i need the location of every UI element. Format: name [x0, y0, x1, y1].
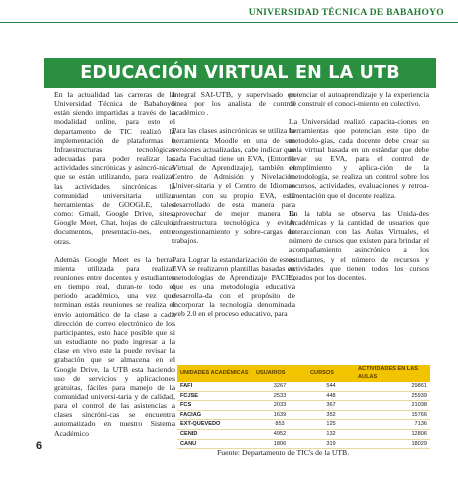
table-cell-users: 3267	[253, 382, 307, 391]
header-divider	[0, 22, 458, 23]
table-cell-activities: 18029	[355, 439, 430, 449]
header-university-name: UNIVERSIDAD TÉCNICA DE BABAHOYO	[248, 8, 444, 18]
table-header-cell: ACTIVIDADES EN LAS AULAS	[355, 365, 430, 382]
table-header-cell: USUARIOS	[253, 365, 307, 382]
table-cell-activities: 15766	[355, 410, 430, 420]
page-number: 6	[36, 440, 43, 452]
table-row	[177, 382, 430, 391]
table-cell-activities: 12806	[355, 429, 430, 439]
table-cell-courses: 352	[307, 410, 355, 420]
text-column-1	[54, 90, 175, 447]
table-header-cell: CURSOS	[307, 365, 355, 382]
table-cell-users: 853	[253, 420, 307, 430]
paragraph: Para las clases asincrónicas se utiliza la herramienta Moodle en una de sus versiones actualizadas, cabe indicar que cada Facultad tiene un EVA, (Entorno Virtual de Aprendizaje), también el Centro de Admisión y Nivelación Univer-sitaria y el Centro de Idiomas cuentan con su propio EVA, está desarrollado de esta manera para aprovechar de mejor manera la infraestructura tecnológica y evitar congestionamiento y sobre-cargas de trabajos.	[172, 126, 295, 246]
academic-units-table	[177, 365, 430, 449]
table-cell-unit: FAFI	[177, 382, 253, 391]
title-banner	[44, 58, 436, 88]
table-row	[177, 401, 430, 411]
table-header-cell: UNIDADES ACADÉMICAS	[177, 365, 253, 382]
table-header-row	[177, 365, 430, 382]
table-cell-unit: EXT-QUEVEDO	[177, 420, 253, 430]
table-cell-courses: 544	[307, 382, 355, 391]
table-cell-courses: 132	[307, 429, 355, 439]
table-cell-users: 4952	[253, 429, 307, 439]
table-cell-users: 2533	[253, 391, 307, 401]
table-cell-activities: 21038	[355, 401, 430, 411]
table-cell-courses: 367	[307, 401, 355, 411]
page-title: EDUCACIÓN VIRTUAL EN LA UTB	[80, 63, 400, 83]
table-cell-unit: CENID	[177, 429, 253, 439]
table-cell-courses: 448	[307, 391, 355, 401]
paragraph: La Universidad realizó capacita-ciones en herramientas que potencian este tipo de metodolo-gías, cada docente debe crear su aula virtual basada en un estándar que debe llevar su EVA, para el control de cumplimiento y aplica-ción de la metodología, se realiza un control sobre los recursos, actividades, evaluaciones y retroa-limentación que el docente realiza.	[289, 117, 429, 200]
table-cell-unit: FCJSE	[177, 391, 253, 401]
table-row	[177, 410, 430, 420]
table-cell-unit: FACIAG	[177, 410, 253, 420]
table-cell-courses: 125	[307, 420, 355, 430]
table-cell-users: 2033	[253, 401, 307, 411]
paragraph: En la actualidad las carreras de la Universidad Técnica de Babahoyo están siendo impartidas a través de la modalidad online, para esto el departamento de TIC realizó la implementación de plataformas e Infraestructuras tecnológicas adecuadas para poder realizar las actividades sincrónicas y asincró-nicas que se están utilizando, para realizar las actividades sincrónicas la comunidad universitaria utiliza herramientas de GOOGLE, tales como: Gmail, Google Drive, sites, Google Meet, Chat, hojas de cálculo, documentos, presentacio-nes, entre otras.	[54, 90, 175, 246]
paragraph: Integral SAI-UTB, y supervisado en línea por los analista de control académico .	[172, 90, 295, 118]
table-cell-courses: 319	[307, 439, 355, 449]
table-row	[177, 429, 430, 439]
table-cell-activities: 29861	[355, 382, 430, 391]
table-cell-unit: CANU	[177, 439, 253, 449]
table-cell-activities: 25939	[355, 391, 430, 401]
table-row	[177, 391, 430, 401]
paragraph: Para Lograr la estandarización de estos EVA se realizaron plantillas basadas en metodologías de Aprendizaje PACIE, que es una metodología educativa desarrolla-da con el propósito de incorporar la tecnología denominada web 2.0 en el proceso educativo, para	[172, 254, 295, 319]
paragraph: potenciar el autoaprendizaje y la experiencia de construir el conoci-miento en colectivo.	[289, 90, 429, 109]
table-cell-users: 1639	[253, 410, 307, 420]
table-cell-unit: FCS	[177, 401, 253, 411]
paragraph: En la tabla se observa las Unida-des Académicas y la cantidad de usuarios que interaccionan con las Aulas Virtuales, el número de cursos que existen para brindar el acompañamiento asincrónico a los estudiantes, y el número de recursos y actividades que tienen todos los cursos creados por los docentes.	[289, 208, 429, 282]
table-row	[177, 420, 430, 430]
paragraph: Además Google Meet es la herra-mienta utilizada para realizar reuniones entre docentes y estudiantes en tiempo real, duran-te todo el periodo académico, una vez que terminan estás reuniones se realiza el envío automático de la clase a cada dirección de correo electrónico de los participantes, esto hace posible que si un estudiante no pudo ingresar a la clase en vivo este la puede revisar la grabación que se almacena en el Google Drive, la UTB esta haciendo uso de servicios y aplicaciones gratuitas, fáciles para manejo de la comunidad universi-taria y de calidad, para el control de las asistencias a clases sincróni-cas se encuentra automatizado en nuestro Sistema Académico	[54, 254, 175, 438]
text-column-2	[172, 90, 295, 328]
text-column-3	[289, 90, 429, 291]
table-caption: Fuente: Departamento de TIC's de la UTB.	[217, 448, 350, 457]
table-cell-activities: 7136	[355, 420, 430, 430]
table-cell-users: 1806	[253, 439, 307, 449]
